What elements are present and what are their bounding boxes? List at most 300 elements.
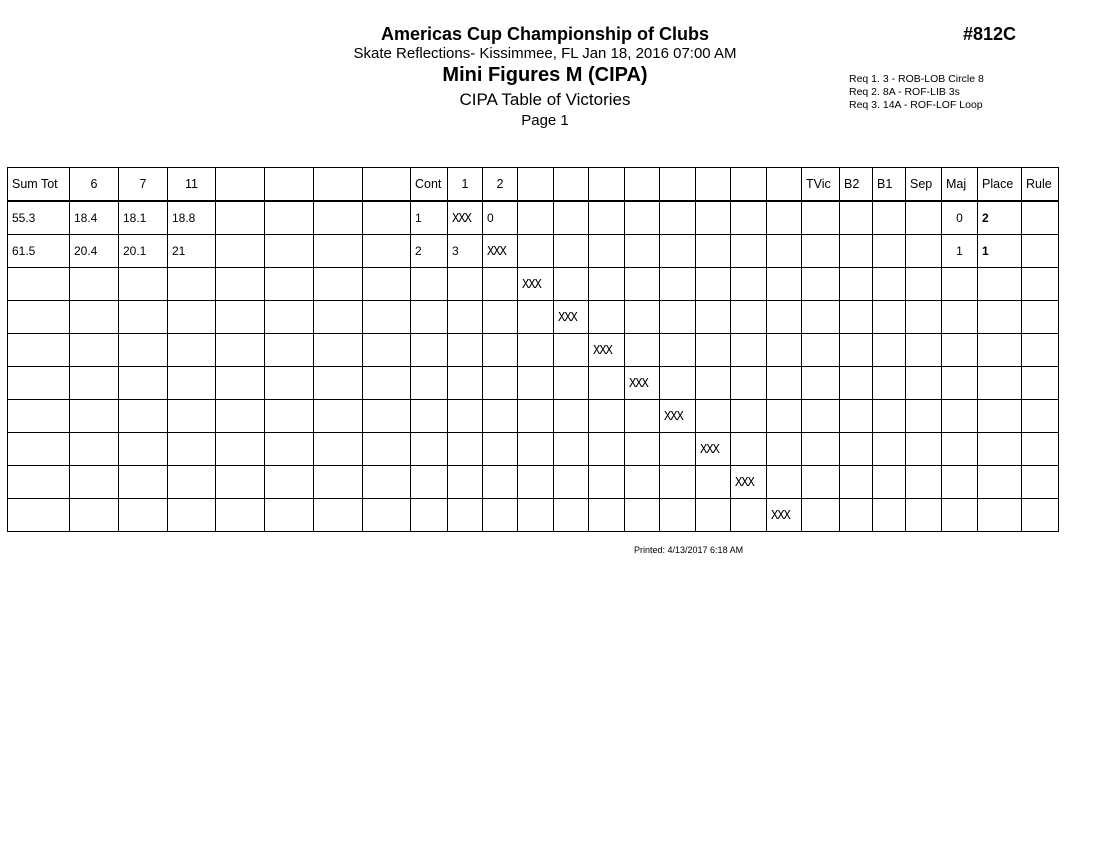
table-cell (625, 201, 660, 235)
table-cell (1022, 466, 1059, 499)
table-cell (731, 301, 767, 334)
table-cell (906, 466, 942, 499)
table-row (8, 235, 1059, 268)
self-match-marker: XXX (696, 433, 731, 466)
table-cell (448, 400, 483, 433)
self-match-marker: XXX (554, 301, 589, 334)
table-cell (554, 201, 589, 235)
table-cell (696, 499, 731, 532)
table-cell (942, 400, 978, 433)
table-cell (942, 268, 978, 301)
table-cell (589, 466, 625, 499)
table-cell (411, 400, 448, 433)
table-cell (589, 301, 625, 334)
table-cell (216, 466, 265, 499)
table-cell (554, 466, 589, 499)
table-cell (767, 201, 802, 235)
table-title: CIPA Table of Victories (459, 90, 631, 109)
table-row (8, 301, 1059, 334)
table-cell (265, 433, 314, 466)
table-cell (978, 301, 1022, 334)
table-cell: 21 (168, 235, 216, 268)
table-cell (767, 367, 802, 400)
table-cell (411, 334, 448, 367)
table-cell (840, 466, 873, 499)
table-cell (483, 499, 518, 532)
table-cell (767, 433, 802, 466)
table-cell (802, 499, 840, 532)
table-cell (518, 433, 554, 466)
table-cell (448, 268, 483, 301)
table-cell (314, 400, 363, 433)
table-cell (906, 301, 942, 334)
table-cell (168, 499, 216, 532)
table-cell (216, 235, 265, 268)
requirement-3: Req 3. 14A - ROF-LOF Loop (849, 99, 983, 111)
table-cell (8, 499, 70, 532)
table-cell (168, 466, 216, 499)
table-cell (978, 400, 1022, 433)
table-cell (518, 235, 554, 268)
table-cell (660, 433, 696, 466)
table-cell (216, 268, 265, 301)
table-cell (767, 334, 802, 367)
table-cell (411, 466, 448, 499)
table-cell (265, 367, 314, 400)
table-cell: 2 (978, 201, 1022, 235)
table-cell (873, 268, 906, 301)
table-cell (168, 334, 216, 367)
table-cell (119, 334, 168, 367)
table-cell (216, 301, 265, 334)
requirement-2: Req 2. 8A - ROF-LIB 3s (849, 86, 960, 98)
table-cell (660, 466, 696, 499)
table-cell (767, 301, 802, 334)
column-header (731, 168, 767, 202)
table-cell (448, 334, 483, 367)
table-cell (314, 268, 363, 301)
table-cell (363, 235, 411, 268)
table-cell (696, 201, 731, 235)
table-cell (1022, 400, 1059, 433)
self-match-marker: XXX (483, 235, 518, 268)
column-header: B2 (840, 168, 873, 202)
table-cell (518, 400, 554, 433)
table-cell (696, 334, 731, 367)
table-cell (265, 499, 314, 532)
requirements-list (849, 73, 984, 112)
table-cell (840, 235, 873, 268)
table-cell (625, 235, 660, 268)
table-cell (589, 367, 625, 400)
column-header: Sep (906, 168, 942, 202)
table-cell (802, 235, 840, 268)
table-cell (660, 367, 696, 400)
table-cell (625, 334, 660, 367)
table-cell (731, 201, 767, 235)
column-header: 11 (168, 168, 216, 202)
table-cell (483, 466, 518, 499)
self-match-marker: XXX (625, 367, 660, 400)
table-cell (314, 499, 363, 532)
table-cell (168, 268, 216, 301)
column-header (696, 168, 731, 202)
table-cell (906, 201, 942, 235)
table-cell (216, 201, 265, 235)
table-cell (363, 201, 411, 235)
table-cell (802, 201, 840, 235)
table-cell (216, 499, 265, 532)
table-cell (942, 433, 978, 466)
table-cell (314, 301, 363, 334)
table-cell (660, 268, 696, 301)
table-cell (363, 367, 411, 400)
table-cell (873, 499, 906, 532)
table-cell (767, 400, 802, 433)
table-cell (660, 301, 696, 334)
table-cell: 18.4 (70, 201, 119, 235)
table-cell (265, 466, 314, 499)
table-cell (1022, 334, 1059, 367)
column-header (216, 168, 265, 202)
table-cell (363, 466, 411, 499)
column-header: B1 (873, 168, 906, 202)
table-cell (906, 400, 942, 433)
table-cell (589, 400, 625, 433)
table-cell (518, 201, 554, 235)
table-cell (906, 367, 942, 400)
table-row (8, 499, 1059, 532)
table-cell (660, 499, 696, 532)
column-header: 7 (119, 168, 168, 202)
table-header-row (8, 168, 1059, 202)
requirement-1: Req 1. 3 - ROB-LOB Circle 8 (849, 73, 984, 85)
table-cell (873, 201, 906, 235)
table-cell (8, 433, 70, 466)
table-cell (1022, 367, 1059, 400)
table-cell (625, 433, 660, 466)
table-cell (767, 235, 802, 268)
table-cell (840, 400, 873, 433)
victories-table (7, 167, 1059, 532)
table-cell (314, 367, 363, 400)
table-cell (696, 235, 731, 268)
table-cell: 2 (411, 235, 448, 268)
table-cell (840, 367, 873, 400)
table-cell (978, 367, 1022, 400)
table-cell (696, 466, 731, 499)
table-cell (518, 367, 554, 400)
table-cell (448, 499, 483, 532)
table-cell (731, 268, 767, 301)
table-cell (119, 466, 168, 499)
table-cell (363, 301, 411, 334)
table-cell (589, 235, 625, 268)
table-cell (731, 367, 767, 400)
table-cell (265, 201, 314, 235)
table-cell (625, 466, 660, 499)
event-code: #812C (963, 24, 1017, 44)
table-cell (363, 334, 411, 367)
table-cell: 20.4 (70, 235, 119, 268)
table-cell (978, 268, 1022, 301)
table-cell (731, 433, 767, 466)
venue-date: Skate Reflections- Kissimmee, FL Jan 18, 2016 07:00 AM (353, 45, 737, 62)
table-cell (70, 367, 119, 400)
table-cell (589, 201, 625, 235)
table-cell (363, 400, 411, 433)
table-cell: 18.8 (168, 201, 216, 235)
table-cell: 18.1 (119, 201, 168, 235)
table-cell (731, 499, 767, 532)
table-cell (840, 201, 873, 235)
column-header (767, 168, 802, 202)
table-cell (942, 334, 978, 367)
table-cell (873, 301, 906, 334)
table-cell (70, 499, 119, 532)
table-cell: 20.1 (119, 235, 168, 268)
table-cell (589, 499, 625, 532)
table-cell (554, 367, 589, 400)
column-header (363, 168, 411, 202)
table-cell: 1 (978, 235, 1022, 268)
table-cell (1022, 235, 1059, 268)
table-cell (873, 367, 906, 400)
table-cell (767, 268, 802, 301)
self-match-marker: XXX (660, 400, 696, 433)
column-header: TVic (802, 168, 840, 202)
self-match-marker: XXX (767, 499, 802, 532)
table-cell (411, 268, 448, 301)
table-cell (411, 499, 448, 532)
column-header (314, 168, 363, 202)
table-cell (942, 301, 978, 334)
table-cell (8, 466, 70, 499)
table-row (8, 367, 1059, 400)
table-cell (554, 433, 589, 466)
table-cell (448, 433, 483, 466)
report-title: Americas Cup Championship of Clubs (380, 24, 710, 44)
table-cell (119, 301, 168, 334)
table-cell (168, 367, 216, 400)
column-header (554, 168, 589, 202)
table-cell (119, 400, 168, 433)
table-cell (1022, 201, 1059, 235)
table-cell (660, 334, 696, 367)
table-cell (802, 334, 840, 367)
table-cell (363, 268, 411, 301)
page-number: Page 1 (521, 112, 569, 129)
table-cell (696, 367, 731, 400)
table-cell (518, 334, 554, 367)
table-cell (411, 367, 448, 400)
table-cell (8, 334, 70, 367)
table-cell (978, 466, 1022, 499)
table-cell (411, 301, 448, 334)
table-cell (802, 400, 840, 433)
table-cell (589, 268, 625, 301)
table-cell (802, 433, 840, 466)
table-cell (660, 235, 696, 268)
printed-timestamp: Printed: 4/13/2017 6:18 AM (634, 545, 744, 555)
column-header (589, 168, 625, 202)
table-cell (942, 367, 978, 400)
table-cell (119, 367, 168, 400)
table-cell (70, 268, 119, 301)
column-header: Rule (1022, 168, 1059, 202)
column-header (265, 168, 314, 202)
table-cell (942, 466, 978, 499)
table-cell (363, 433, 411, 466)
table-row (8, 400, 1059, 433)
column-header (660, 168, 696, 202)
table-cell (8, 268, 70, 301)
table-cell: 3 (448, 235, 483, 268)
table-cell (314, 466, 363, 499)
self-match-marker: XXX (731, 466, 767, 499)
table-cell (265, 334, 314, 367)
table-cell (1022, 433, 1059, 466)
table-cell (168, 400, 216, 433)
table-cell (1022, 499, 1059, 532)
table-cell (731, 334, 767, 367)
table-cell (873, 400, 906, 433)
table-cell (942, 499, 978, 532)
table-cell (483, 433, 518, 466)
column-header: 2 (483, 168, 518, 202)
table-cell (216, 334, 265, 367)
table-cell: 0 (942, 201, 978, 235)
table-cell (314, 201, 363, 235)
column-header: 1 (448, 168, 483, 202)
table-cell (483, 367, 518, 400)
column-header: Sum Tot (8, 168, 70, 202)
table-cell (906, 235, 942, 268)
table-row (8, 201, 1059, 235)
table-cell (1022, 301, 1059, 334)
table-cell (70, 301, 119, 334)
table-cell (625, 268, 660, 301)
table-cell (731, 235, 767, 268)
table-cell (840, 499, 873, 532)
table-cell (448, 466, 483, 499)
table-cell (265, 235, 314, 268)
column-header: Place (978, 168, 1022, 202)
table-row (8, 466, 1059, 499)
table-cell (978, 433, 1022, 466)
table-cell (119, 268, 168, 301)
self-match-marker: XXX (518, 268, 554, 301)
table-cell: 0 (483, 201, 518, 235)
table-cell (554, 499, 589, 532)
table-cell (840, 334, 873, 367)
table-cell (906, 334, 942, 367)
self-match-marker: XXX (448, 201, 483, 235)
table-cell (840, 301, 873, 334)
table-cell (216, 433, 265, 466)
table-cell (483, 400, 518, 433)
table-cell (873, 433, 906, 466)
table-cell (802, 367, 840, 400)
table-cell (518, 301, 554, 334)
table-cell (696, 400, 731, 433)
table-cell (554, 235, 589, 268)
event-name: Mini Figures M (CIPA) (442, 64, 648, 86)
table-cell (483, 268, 518, 301)
column-header (625, 168, 660, 202)
table-cell (119, 433, 168, 466)
table-cell (802, 268, 840, 301)
column-header: 6 (70, 168, 119, 202)
table-cell (731, 400, 767, 433)
table-cell (625, 301, 660, 334)
table-cell (873, 235, 906, 268)
self-match-marker: XXX (589, 334, 625, 367)
table-cell (483, 301, 518, 334)
table-cell (265, 400, 314, 433)
table-cell (265, 268, 314, 301)
table-cell (660, 201, 696, 235)
table-cell (8, 400, 70, 433)
table-cell: 61.5 (8, 235, 70, 268)
table-cell (518, 466, 554, 499)
table-cell (978, 499, 1022, 532)
table-cell (554, 334, 589, 367)
table-cell (554, 400, 589, 433)
table-cell: 55.3 (8, 201, 70, 235)
table-cell (906, 499, 942, 532)
table-cell (696, 268, 731, 301)
table-row (8, 268, 1059, 301)
table-cell (767, 466, 802, 499)
table-cell (265, 301, 314, 334)
table-cell (483, 334, 518, 367)
table-cell (906, 268, 942, 301)
table-cell (119, 499, 168, 532)
table-cell (70, 334, 119, 367)
table-cell (314, 433, 363, 466)
table-cell (554, 268, 589, 301)
table-cell (8, 367, 70, 400)
table-cell (70, 400, 119, 433)
table-cell (448, 301, 483, 334)
table-cell (589, 433, 625, 466)
table-cell: 1 (942, 235, 978, 268)
column-header: Maj (942, 168, 978, 202)
table-cell (696, 301, 731, 334)
table-cell (168, 433, 216, 466)
table-cell (8, 301, 70, 334)
table-cell (70, 466, 119, 499)
table-cell (70, 433, 119, 466)
table-cell (906, 433, 942, 466)
table-cell (840, 433, 873, 466)
table-cell (216, 367, 265, 400)
table-cell (873, 334, 906, 367)
table-cell (168, 301, 216, 334)
table-cell (363, 499, 411, 532)
table-cell (625, 499, 660, 532)
table-cell (802, 301, 840, 334)
table-cell (314, 235, 363, 268)
table-cell (448, 367, 483, 400)
table-cell (411, 433, 448, 466)
column-header: Cont (411, 168, 448, 202)
table-cell (1022, 268, 1059, 301)
table-row (8, 334, 1059, 367)
table-cell (802, 466, 840, 499)
table-cell (978, 334, 1022, 367)
